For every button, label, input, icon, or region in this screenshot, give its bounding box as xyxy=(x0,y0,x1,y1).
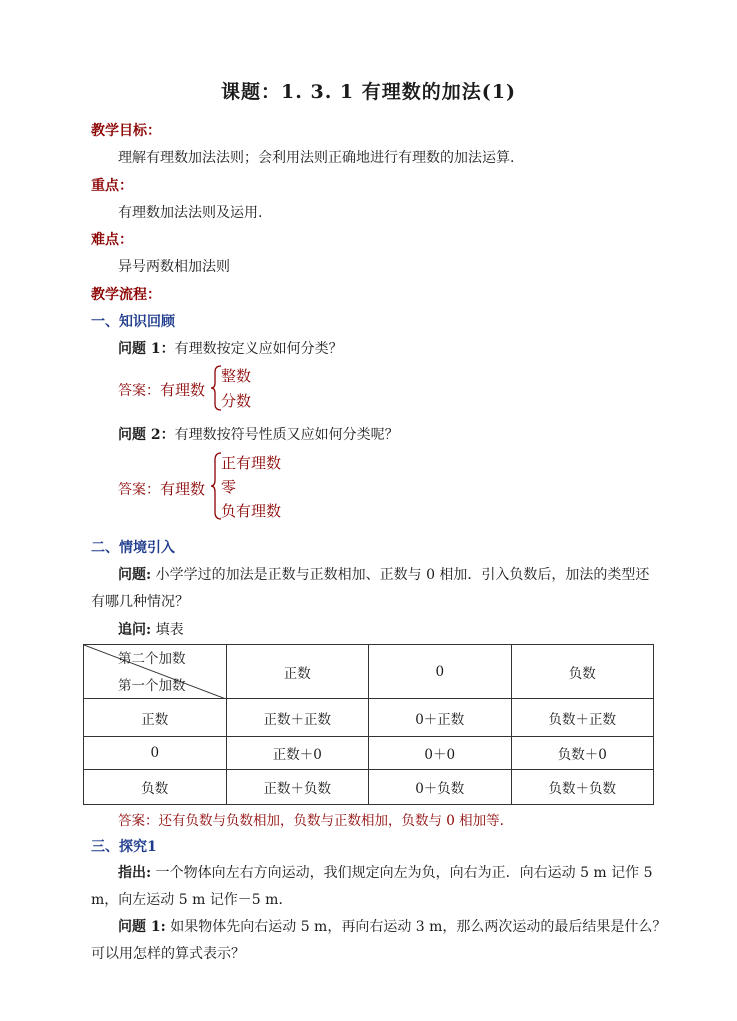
row-header: 正数 xyxy=(84,699,227,737)
answer-label: 答案： xyxy=(118,383,160,399)
explore-heading: 三、探究1 xyxy=(91,839,157,855)
lesson-title: 课题：1. 3. 1 有理数的加法(1) xyxy=(221,81,516,103)
point-line2: m，向左运动 5 m 记作－5 m． xyxy=(91,892,293,908)
context-question-label: 问题: xyxy=(118,567,152,583)
addition-types-table xyxy=(83,644,654,805)
classification-root: 有理数 xyxy=(160,381,206,399)
point-text: 一个物体向左右方向运动，我们规定向左为负，向右为正．向右运动 5 m 记作 5 xyxy=(151,865,653,881)
goal-heading: 教学目标： xyxy=(91,123,161,139)
point-line1 xyxy=(118,862,653,882)
question-2-label: 问题 2： xyxy=(118,427,175,443)
row-header: 0 xyxy=(84,737,227,770)
follow-up xyxy=(118,619,184,639)
class-item-negative: 负有理数 xyxy=(221,502,282,520)
answer-label: 答案： xyxy=(118,482,160,498)
question-2 xyxy=(118,424,399,444)
table-cell: 0＋0 xyxy=(369,737,512,770)
explore-question-text: 如果物体先向右运动 5 m，再向右运动 3 m，那么两次运动的最后结果是什么？ xyxy=(165,919,667,935)
class-item-fraction: 分数 xyxy=(221,392,252,410)
table-answer: 答案：还有负数与负数相加，负数与正数相加，负数与 0 相加等. xyxy=(118,813,504,829)
class-item-integer: 整数 xyxy=(221,367,252,385)
table-cell: 正数＋正数 xyxy=(226,699,369,737)
answer-1-label xyxy=(118,379,205,400)
class-item-positive: 正有理数 xyxy=(221,454,282,472)
corner-top-label: 第二个加数 xyxy=(118,651,186,667)
table-cell: 0＋负数 xyxy=(369,770,512,805)
difficulty-heading: 难点： xyxy=(91,232,133,248)
follow-up-label: 追问: xyxy=(118,622,152,638)
explore-question-label: 问题 1: xyxy=(118,919,166,935)
table-cell: 0＋正数 xyxy=(369,699,512,737)
difficulty-text: 异号两数相加法则 xyxy=(118,259,230,275)
column-header: 负数 xyxy=(511,645,654,699)
context-question-line2: 有哪几种情况？ xyxy=(91,594,189,610)
key-point-text: 有理数加法法则及运用. xyxy=(118,205,263,221)
context-question-text: 小学学过的加法是正数与正数相加、正数与 0 相加．引入负数后，加法的类型还 xyxy=(151,567,650,583)
corner-bottom-label: 第一个加数 xyxy=(118,678,186,694)
table-row xyxy=(84,699,654,737)
key-point-heading: 重点： xyxy=(91,178,133,194)
review-heading: 一、知识回顾 xyxy=(91,314,175,330)
explore-question-line1 xyxy=(118,916,666,936)
column-header: 0 xyxy=(369,645,512,699)
table-cell: 正数＋0 xyxy=(226,737,369,770)
flow-heading: 教学流程： xyxy=(91,287,161,303)
table-corner-cell xyxy=(84,645,227,699)
point-label: 指出: xyxy=(118,865,152,881)
follow-up-text: 填表 xyxy=(151,622,184,638)
question-1-label: 问题 1： xyxy=(118,341,175,357)
table-cell: 负数＋负数 xyxy=(511,770,654,805)
goal-text: 理解有理数加法法则；会利用法则正确地进行有理数的加法运算. xyxy=(118,150,515,166)
answer-2-label xyxy=(118,478,205,499)
question-2-text: 有理数按符号性质又应如何分类呢？ xyxy=(174,427,399,443)
table-row xyxy=(84,770,654,805)
column-header: 正数 xyxy=(226,645,369,699)
explore-question-line2: 可以用怎样的算式表示？ xyxy=(91,946,245,962)
context-question-line1 xyxy=(118,564,649,584)
table-cell: 负数＋正数 xyxy=(511,699,654,737)
question-1 xyxy=(118,338,343,358)
table-row xyxy=(84,737,654,770)
context-heading: 二、情境引入 xyxy=(91,540,175,556)
table-header-row xyxy=(84,645,654,699)
class-item-zero: 零 xyxy=(221,478,237,496)
question-1-text: 有理数按定义应如何分类？ xyxy=(174,341,343,357)
classification-root: 有理数 xyxy=(160,480,206,498)
table-cell: 正数＋负数 xyxy=(226,770,369,805)
row-header: 负数 xyxy=(84,770,227,805)
table-cell: 负数＋0 xyxy=(511,737,654,770)
